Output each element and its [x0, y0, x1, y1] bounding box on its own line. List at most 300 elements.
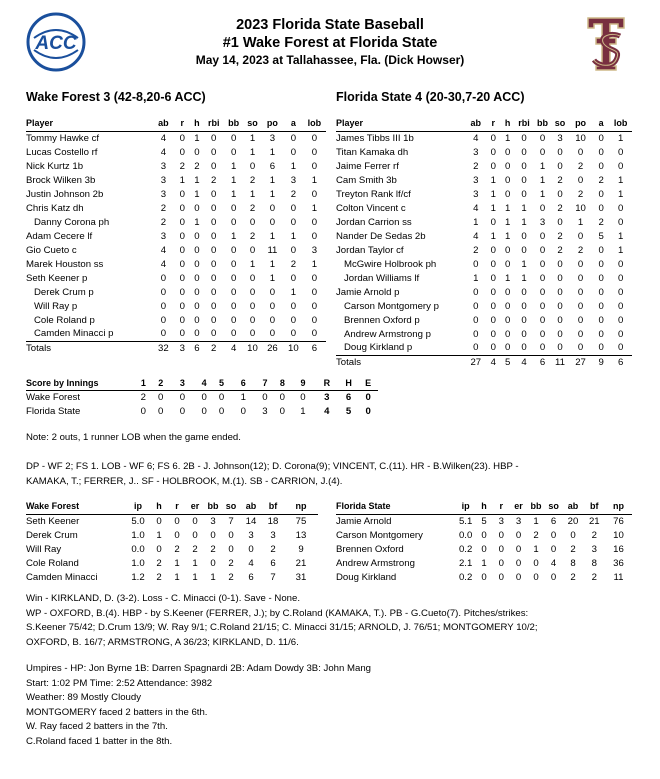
stat-cell: 0 — [598, 258, 604, 270]
away-pitching — [26, 500, 318, 584]
stat-cell: 1 — [504, 202, 511, 214]
stat-cell: 0 — [156, 543, 162, 555]
player-row — [336, 159, 632, 173]
player-row — [26, 215, 326, 229]
totals-cell: 10 — [288, 342, 299, 354]
player-name: Brock Wilken 3b — [26, 174, 96, 186]
stat-cell: 0 — [504, 314, 511, 326]
totals-cell: 32 — [158, 342, 169, 354]
player-row — [336, 299, 632, 313]
inning-score: 4 — [324, 405, 330, 417]
stat-cell: 1 — [192, 557, 198, 569]
stat-cell: 0 — [539, 272, 546, 284]
stat-cell: 2 — [290, 188, 297, 200]
score-by-innings — [26, 376, 378, 418]
stat-cell: 2 — [174, 543, 180, 555]
player-name: Seth Keener — [26, 515, 80, 527]
stat-cell: 0 — [194, 300, 200, 312]
page-title: 2023 Florida State Baseball — [236, 17, 424, 33]
player-name: Danny Corona ph — [34, 216, 110, 228]
player-name: Nick Kurtz 1b — [26, 160, 84, 172]
stat-cell: 3 — [473, 174, 479, 186]
stat-cell: 0 — [194, 146, 200, 158]
stat-cell: 0 — [174, 529, 180, 541]
stat-cell: 0 — [490, 146, 496, 158]
game-note-line: Weather: 89 Mostly Cloudy — [26, 692, 141, 703]
stat-cell: 0 — [521, 314, 527, 326]
stat-cell: 0 — [179, 146, 185, 158]
player-name: Marek Houston ss — [26, 258, 104, 270]
stat-cell: 1 — [539, 188, 546, 200]
stat-cell: 76 — [613, 515, 624, 527]
totals-cell: 5 — [504, 356, 511, 368]
stat-cell: 21 — [295, 557, 307, 569]
stat-cell: 0 — [521, 244, 527, 256]
stat-cell: 0 — [160, 272, 167, 284]
inning-score: 0 — [279, 391, 285, 403]
inning-number: 8 — [274, 376, 291, 390]
stat-cell: 3 — [160, 174, 167, 186]
column-header: po — [568, 117, 593, 131]
player-name: Justin Johnson 2b — [26, 188, 104, 200]
stat-cell: 0 — [557, 314, 563, 326]
stat-cell: 2 — [577, 244, 584, 256]
inning-score: 2 — [140, 391, 146, 403]
stat-cell: 5.1 — [458, 515, 473, 527]
stat-cell: 0 — [311, 300, 318, 312]
stat-cell: 0 — [598, 146, 604, 158]
inning-score: 0 — [218, 405, 225, 417]
stat-cell: 1 — [617, 188, 624, 200]
stat-cell: 0 — [557, 258, 563, 270]
stat-cell: 0 — [194, 258, 200, 270]
stat-cell: 0 — [211, 132, 217, 144]
inning-score: 0 — [300, 391, 306, 403]
player-name: Andrew Armstrong — [336, 557, 415, 569]
inning-score: 0 — [158, 391, 164, 403]
stat-cell: 7 — [270, 571, 276, 583]
stat-cell: 4 — [473, 230, 479, 242]
stat-cell: 0 — [570, 529, 576, 541]
stat-cell: 0 — [552, 341, 568, 355]
stat-cell: 0 — [504, 174, 511, 186]
column-header: a — [284, 117, 303, 131]
stat-cell: 0 — [498, 529, 504, 541]
stat-cell: 1 — [490, 230, 496, 242]
stat-cell: 0 — [557, 272, 563, 284]
stat-cell: 2 — [577, 188, 584, 200]
stat-cell: 3 — [290, 174, 297, 186]
column-header: so — [244, 117, 261, 131]
stat-cell: 0 — [521, 286, 527, 298]
stat-cell: 0 — [466, 341, 487, 355]
stat-cell: 0 — [598, 286, 604, 298]
stat-cell: 2 — [270, 543, 276, 555]
totals-cell: 10 — [247, 342, 258, 354]
stat-cell: 0.0 — [131, 543, 145, 555]
stat-cell: 0 — [249, 160, 256, 172]
acc-logo-text: ACC — [35, 33, 77, 54]
stat-cell: 0 — [533, 571, 539, 583]
stat-cell: 0 — [179, 286, 185, 298]
game-notes — [26, 662, 371, 749]
stat-cell: 1 — [481, 557, 487, 569]
stat-cell: 0.0 — [458, 529, 473, 541]
stat-cell: 0 — [539, 286, 546, 298]
stat-cell: 4 — [160, 146, 167, 158]
stat-cell: 0 — [539, 146, 546, 158]
stat-cell: 1 — [194, 188, 200, 200]
player-name: Doug Kirkland — [336, 571, 397, 583]
stat-cell: 0 — [290, 146, 297, 158]
player-name: Will Ray — [26, 543, 62, 555]
stat-cell: 0 — [568, 341, 593, 355]
stat-cell: 3 — [539, 216, 546, 228]
player-row — [26, 299, 326, 313]
stat-cell: 1 — [194, 174, 200, 186]
stat-cell: 0 — [249, 300, 256, 312]
column-header: so — [222, 500, 240, 514]
stat-cell: 0 — [539, 132, 546, 144]
stat-cell: 75 — [295, 515, 307, 527]
player-row — [336, 514, 632, 528]
stat-cell: 0 — [311, 314, 318, 326]
column-header: Wake Forest — [26, 500, 126, 514]
stat-cell: 0 — [557, 216, 563, 228]
stat-cell: 2 — [249, 202, 256, 214]
player-row — [336, 271, 632, 285]
stat-cell: 0 — [179, 258, 185, 270]
column-header: bb — [533, 117, 552, 131]
stat-cell: 0 — [244, 327, 261, 341]
stat-cell: 0 — [290, 272, 297, 284]
stat-cell: 0 — [473, 258, 479, 270]
player-row — [336, 187, 632, 201]
stat-cell: 1 — [617, 132, 624, 144]
player-row — [26, 173, 326, 187]
stat-cell: 0 — [617, 300, 624, 312]
stat-cell: 0 — [311, 216, 318, 228]
stat-cell: 0 — [179, 188, 185, 200]
stat-cell: 1 — [174, 571, 180, 583]
stat-cell: 0 — [230, 258, 237, 270]
stat-cell: 3 — [270, 529, 276, 541]
stat-cell: 0 — [521, 174, 527, 186]
stat-cell: 0 — [557, 286, 563, 298]
stat-cell: 4 — [248, 557, 254, 569]
player-name: Jordan Carrion ss — [336, 216, 412, 228]
column-header: Player — [336, 117, 466, 131]
batting-notes — [26, 460, 519, 489]
stat-cell: 2 — [290, 258, 297, 270]
stat-cell: 3 — [311, 244, 318, 256]
totals-cell: 4 — [521, 356, 527, 368]
player-name: Cole Roland p — [34, 314, 95, 326]
stat-cell: 0 — [577, 300, 584, 312]
matchup-title: #1 Wake Forest at Florida State — [222, 35, 438, 51]
stat-cell: 0 — [194, 272, 200, 284]
stat-cell: 0 — [504, 244, 511, 256]
header-row — [336, 117, 632, 131]
stat-cell: 0 — [617, 272, 624, 284]
stat-cell: 1 — [269, 230, 276, 242]
header-row — [26, 500, 318, 514]
stat-cell: 4 — [473, 202, 479, 214]
stat-cell: 0 — [490, 328, 496, 340]
player-row — [26, 187, 326, 201]
stat-cell: 1 — [473, 272, 479, 284]
stat-cell: 0 — [211, 216, 217, 228]
player-row — [26, 145, 326, 159]
inning-number: 2 — [152, 376, 169, 390]
stat-cell: 0 — [473, 300, 479, 312]
stat-cell: 0 — [230, 300, 237, 312]
player-name: Jamie Arnold p — [336, 286, 400, 298]
stat-cell: 1 — [230, 160, 237, 172]
player-row — [336, 542, 632, 556]
stat-cell: 0 — [481, 543, 487, 555]
stat-cell: 3 — [269, 132, 276, 144]
stat-cell: 0 — [521, 132, 527, 144]
column-header: np — [284, 500, 318, 514]
column-header: np — [605, 500, 632, 514]
player-name: Brennen Oxford p — [344, 314, 420, 326]
column-header: ab — [152, 117, 175, 131]
stat-cell: 0 — [473, 328, 479, 340]
stat-cell: 1 — [156, 529, 162, 541]
stat-cell: 1 — [290, 160, 297, 172]
player-name: Camden Minacci — [26, 571, 98, 583]
page-header — [0, 0, 660, 80]
game-note-line: MONTGOMERY faced 2 batters in the 6th. — [26, 706, 208, 718]
batting-note-line: KAMAKA, T.; FERRER, J.. SF - HOLBROOK, M.(1). SB - CARRION, J.(4). — [26, 475, 343, 487]
stat-cell: 2 — [591, 571, 597, 583]
player-name: Titan Kamaka dh — [336, 146, 409, 158]
stat-cell: 0 — [174, 515, 180, 527]
stat-cell: 0 — [211, 300, 217, 312]
stat-cell: 1 — [490, 188, 496, 200]
stat-cell: 1.0 — [131, 529, 145, 541]
player-row — [26, 159, 326, 173]
stat-cell: 1 — [269, 188, 276, 200]
stat-cell: 0 — [249, 244, 256, 256]
inning-score: 0 — [218, 391, 225, 403]
stat-cell: 0 — [577, 272, 584, 284]
stat-cell: 0 — [311, 160, 318, 172]
stat-cell: 6 — [248, 571, 254, 583]
stat-cell: 1.2 — [131, 571, 145, 583]
stat-cell: 2 — [570, 571, 576, 583]
stat-cell: 0 — [284, 327, 303, 341]
stat-cell: 2 — [598, 174, 604, 186]
column-header: h — [150, 500, 168, 514]
player-name: Carson Montgomery — [336, 529, 423, 541]
stat-cell: 3 — [591, 543, 597, 555]
stat-cell: 0 — [617, 160, 624, 172]
player-name: McGwire Holbrook ph — [344, 258, 437, 270]
player-row — [26, 229, 326, 243]
stat-cell: 0.2 — [458, 543, 473, 555]
totals-cell: 11 — [555, 356, 565, 368]
stat-cell: 2 — [473, 244, 479, 256]
stat-cell: 0 — [230, 216, 237, 228]
stat-cell: 2 — [194, 160, 200, 172]
innings-header-row — [26, 376, 378, 390]
stat-cell: 0 — [504, 188, 511, 200]
stat-cell: 0 — [210, 529, 216, 541]
player-row — [336, 131, 632, 145]
player-row — [336, 215, 632, 229]
player-name: Will Ray p — [34, 300, 78, 312]
stat-cell: 0 — [504, 160, 511, 172]
stat-cell: 0 — [194, 286, 200, 298]
inning-number: 5 — [213, 376, 230, 390]
player-name: Carson Montgomery p — [344, 300, 439, 312]
stat-cell: 0 — [211, 146, 217, 158]
stat-cell: 1 — [174, 557, 180, 569]
innings-row — [26, 390, 378, 404]
stat-cell: 1 — [230, 188, 237, 200]
stat-cell: 1 — [473, 216, 479, 228]
stat-cell: 0 — [539, 230, 546, 242]
stat-cell: 0 — [498, 557, 504, 569]
stat-cell: 0 — [490, 314, 496, 326]
player-name: Lucas Costello rf — [26, 146, 98, 158]
stat-cell: 0 — [490, 216, 496, 228]
stat-cell: 0 — [609, 341, 632, 355]
stat-cell: 1 — [311, 174, 318, 186]
column-header: bb — [527, 500, 545, 514]
stat-cell: 0 — [521, 160, 527, 172]
column-header: bf — [584, 500, 605, 514]
player-row — [26, 556, 318, 570]
stat-cell: 0 — [504, 146, 511, 158]
totals-cell: 4 — [490, 356, 496, 368]
stat-cell: 0 — [249, 216, 256, 228]
stat-cell: 0 — [521, 230, 527, 242]
stat-cell: 0 — [504, 286, 511, 298]
stat-cell: 0 — [228, 529, 234, 541]
stat-cell: 0 — [290, 300, 297, 312]
stat-cell: 0 — [504, 328, 511, 340]
stat-cell: 0 — [521, 146, 527, 158]
stat-cell: 0 — [179, 132, 185, 144]
stat-cell: 0 — [533, 557, 539, 569]
stat-cell: 1 — [249, 188, 256, 200]
stat-cell: 1 — [533, 543, 539, 555]
stat-cell: 0 — [190, 327, 205, 341]
column-header: h — [500, 117, 514, 131]
stat-cell: 0 — [598, 132, 604, 144]
stat-cell: 0 — [481, 571, 487, 583]
stat-cell: 0 — [230, 132, 237, 144]
stat-cell: 0 — [550, 529, 557, 541]
stat-cell: 1 — [617, 230, 624, 242]
totals-cell: 27 — [575, 356, 586, 368]
stat-cell: 0 — [490, 132, 496, 144]
stat-cell: 1 — [311, 202, 318, 214]
stat-cell: 0 — [290, 244, 297, 256]
stat-cell: 0 — [192, 529, 198, 541]
stat-cell: 11 — [613, 571, 624, 583]
inning-score: 0 — [201, 405, 207, 417]
stat-cell: 0 — [249, 286, 256, 298]
stat-cell: 0 — [617, 202, 624, 214]
pitching-note-line: WP - OXFORD, B.(4). HBP - by S.Keener (FERRER, J.); by C.Roland (KAMAKA, T.). PB - G.Cueto(7). Pitches/strikes: — [26, 607, 529, 619]
player-name: Brennen Oxford — [336, 543, 404, 555]
player-name: Jaime Ferrer rf — [336, 160, 399, 172]
inning-number: R — [315, 376, 339, 390]
player-name: Tommy Hawke cf — [26, 132, 100, 144]
player-row — [26, 327, 326, 341]
player-name: Seth Keener p — [26, 272, 88, 284]
stat-cell: 0 — [550, 571, 557, 583]
inning-score: 0 — [279, 405, 285, 417]
game-note-line: W. Ray faced 2 batters in the 7th. — [26, 721, 168, 732]
stat-cell: 0 — [515, 571, 522, 583]
stat-cell: 0 — [230, 272, 237, 284]
stat-cell: 1 — [179, 174, 185, 186]
stat-cell: 1 — [521, 216, 527, 228]
stat-cell: 0 — [521, 328, 527, 340]
stat-cell: 0 — [211, 230, 217, 242]
stat-cell: 0 — [261, 327, 284, 341]
stat-cell: 2 — [577, 160, 584, 172]
stat-cell: 11 — [267, 244, 278, 256]
player-row — [336, 570, 632, 584]
totals-row — [336, 355, 632, 369]
stat-cell: 0 — [598, 272, 604, 284]
column-header: ab — [466, 117, 487, 131]
stat-cell: 0 — [521, 188, 527, 200]
stat-cell: 1 — [311, 258, 318, 270]
stat-cell: 5 — [598, 230, 604, 242]
stat-cell: 2 — [557, 244, 563, 256]
totals-label: Totals — [336, 356, 362, 368]
column-header: bb — [204, 500, 222, 514]
stat-cell: 0 — [249, 272, 256, 284]
stat-cell: 1 — [521, 272, 527, 284]
inning-score: 0 — [262, 391, 268, 403]
stat-cell: 1 — [504, 230, 511, 242]
stat-cell: 3 — [473, 146, 479, 158]
player-row — [26, 201, 326, 215]
player-row — [26, 542, 318, 556]
stat-cell: 0 — [211, 202, 217, 214]
inning-score: 5 — [345, 405, 352, 417]
stat-cell: 0 — [557, 328, 563, 340]
stat-cell: 0 — [194, 244, 200, 256]
stat-cell: 31 — [295, 571, 307, 583]
totals-cell: 6 — [617, 356, 624, 368]
stat-cell: 2 — [557, 202, 563, 214]
player-name: Adam Cecere lf — [26, 230, 93, 242]
stat-cell: 4 — [550, 557, 557, 569]
stat-cell: 0 — [557, 188, 563, 200]
player-row — [336, 556, 632, 570]
stat-cell: 0 — [204, 327, 223, 341]
column-header: lob — [609, 117, 632, 131]
stat-cell: 2 — [591, 529, 597, 541]
column-header: h — [190, 117, 205, 131]
inning-number: 3 — [169, 376, 195, 390]
stat-cell: 0 — [486, 341, 500, 355]
pitching-notes — [26, 592, 538, 650]
stat-cell: 3 — [160, 160, 167, 172]
totals-label: Totals — [26, 342, 52, 354]
stat-cell: 0 — [179, 216, 185, 228]
stat-cell: 0 — [515, 529, 522, 541]
